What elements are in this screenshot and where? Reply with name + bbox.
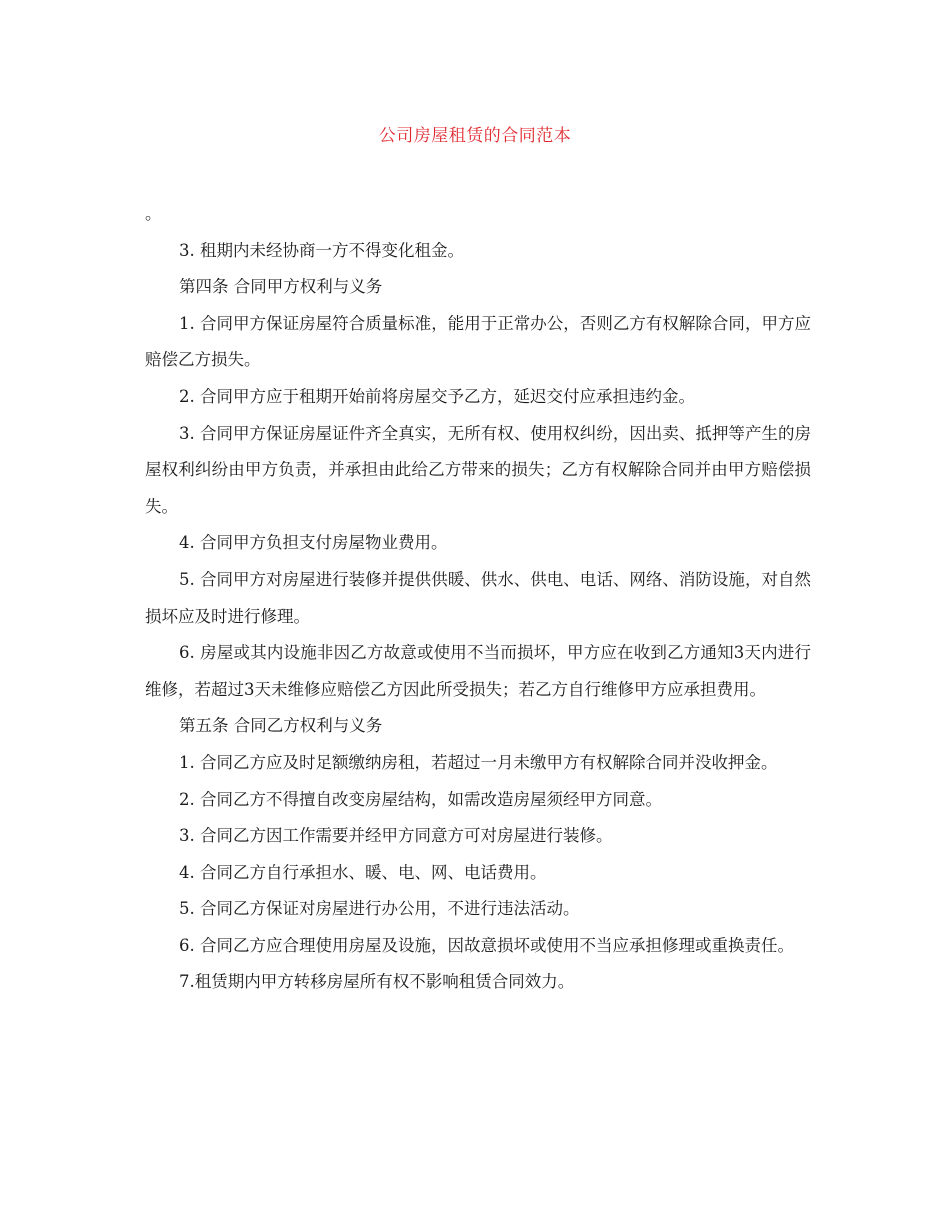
paragraph: 5. 合同乙方保证对房屋进行办公用，不进行违法活动。 [179, 899, 580, 919]
section-heading: 第四条 合同甲方权利与义务 [179, 277, 383, 297]
paragraph: 1. 合同甲方保证房屋符合质量标准，能用于正常办公，否则乙方有权解除合同，甲方应赔偿乙方损失。 [145, 313, 811, 370]
paragraph: 1. 合同乙方应及时足额缴纳房租，若超过一月未缴甲方有权解除合同并没收押金。 [179, 752, 778, 772]
paragraph: 4. 合同甲方负担支付房屋物业费用。 [179, 533, 448, 553]
paragraph: 6. 合同乙方应合理使用房屋及设施，因故意损坏或使用不当应承担修理或重换责任。 [179, 935, 794, 955]
page-title: 公司房屋租赁的合同范本 [378, 126, 572, 146]
paragraph: 2. 合同乙方不得擅自改变房屋结构，如需改造房屋须经甲方同意。 [179, 789, 662, 809]
paragraph: 3. 合同甲方保证房屋证件齐全真实，无所有权、使用权纠纷，因出卖、抵押等产生的房屋权利纠纷由甲方负责，并承担由此给乙方带来的损失；乙方有权解除合同并由甲方赔偿损失。 [145, 423, 811, 516]
paragraph: 3. 租期内未经协商一方不得变化租金。 [179, 240, 464, 260]
paragraph: 5. 合同甲方对房屋进行装修并提供供暖、供水、供电、电话、网络、消防设施，对自然损坏应及时进行修理。 [145, 569, 811, 626]
paragraph: 。 [145, 204, 162, 223]
paragraph: 6. 房屋或其内设施非因乙方故意或使用不当而损坏，甲方应在收到乙方通知3天内进行维修，若超过3天未维修应赔偿乙方因此所受损失；若乙方自行维修甲方应承担费用。 [145, 643, 811, 699]
document-body [145, 196, 811, 1001]
paragraph: 7.租赁期内甲方转移房屋所有权不影响租赁合同效力。 [179, 972, 575, 992]
section-heading: 第五条 合同乙方权利与义务 [179, 716, 383, 736]
paragraph: 3. 合同乙方因工作需要并经甲方同意方可对房屋进行装修。 [179, 826, 613, 846]
paragraph: 2. 合同甲方应于租期开始前将房屋交予乙方，延迟交付应承担违约金。 [179, 386, 695, 406]
paragraph: 4. 合同乙方自行承担水、暖、电、网、电话费用。 [179, 862, 547, 882]
